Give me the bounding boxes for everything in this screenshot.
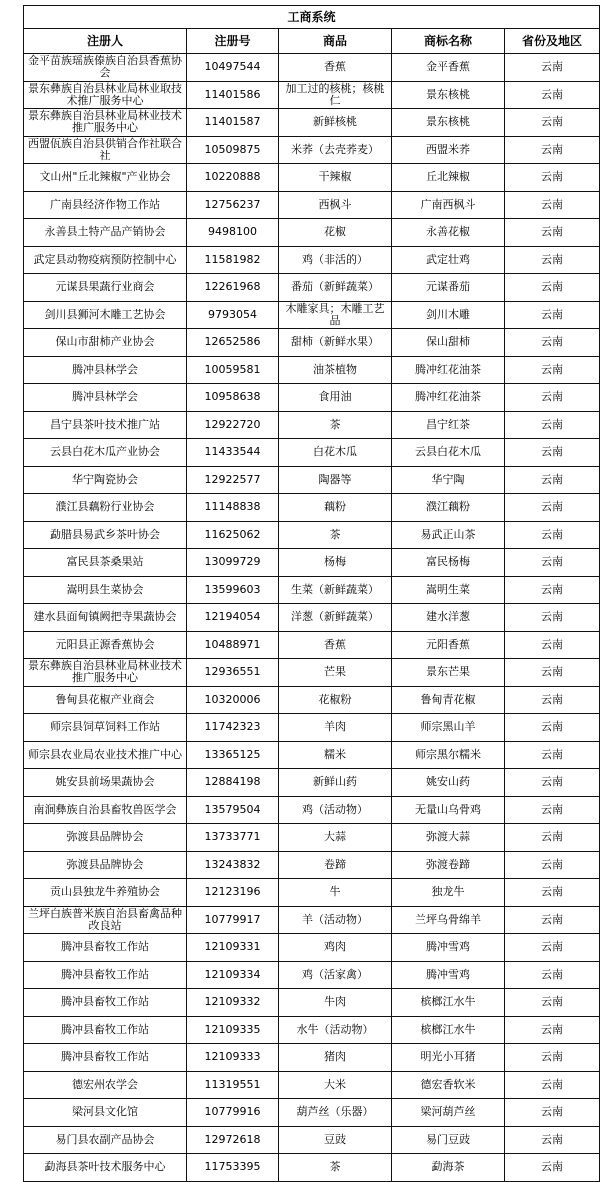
cell-trademark-name: 易门豆豉 (392, 1126, 505, 1154)
cell-reg-number: 10497544 (187, 54, 279, 82)
cell-reg-number: 10488971 (187, 631, 279, 659)
cell-province: 云南 (505, 604, 600, 632)
table-row (24, 329, 600, 357)
cell-trademark-name: 鲁甸青花椒 (392, 686, 505, 714)
cell-registrant: 腾冲县畜牧工作站 (24, 934, 187, 962)
cell-registrant: 景东彝族自治县林业局林业技术推广服务中心 (24, 109, 187, 137)
table-row (24, 714, 600, 742)
cell-goods: 豆豉 (279, 1126, 392, 1154)
cell-reg-number: 11401587 (187, 109, 279, 137)
cell-goods: 甜柿（新鲜水果） (279, 329, 392, 357)
cell-goods: 牛 (279, 879, 392, 907)
cell-registrant: 建水县面甸镇阙把寺果蔬协会 (24, 604, 187, 632)
cell-province: 云南 (505, 274, 600, 302)
cell-registrant: 师宗县农业局农业技术推广中心 (24, 741, 187, 769)
cell-goods: 葫芦丝（乐器） (279, 1099, 392, 1127)
cell-province: 云南 (505, 384, 600, 412)
cell-trademark-name: 德宏香软米 (392, 1071, 505, 1099)
cell-trademark-name: 武定壮鸡 (392, 246, 505, 274)
cell-goods: 米荞（去壳荞麦） (279, 136, 392, 164)
cell-trademark-name: 腾冲红花油茶 (392, 356, 505, 384)
cell-goods: 藕粉 (279, 494, 392, 522)
cell-trademark-name: 西盟米荞 (392, 136, 505, 164)
cell-registrant: 永善县土特产品产销协会 (24, 219, 187, 247)
cell-reg-number: 11148838 (187, 494, 279, 522)
cell-trademark-name: 弥渡大蒜 (392, 824, 505, 852)
cell-reg-number: 12652586 (187, 329, 279, 357)
cell-province: 云南 (505, 631, 600, 659)
cell-reg-number: 13243832 (187, 851, 279, 879)
cell-province: 云南 (505, 301, 600, 329)
cell-trademark-name: 景东核桃 (392, 109, 505, 137)
cell-registrant: 元阳县正源香蕉协会 (24, 631, 187, 659)
cell-trademark-name: 景东核桃 (392, 81, 505, 109)
cell-goods: 番茄（新鲜蔬菜） (279, 274, 392, 302)
cell-reg-number: 11753395 (187, 1154, 279, 1182)
table-row (24, 796, 600, 824)
table-row (24, 989, 600, 1017)
table-row (24, 521, 600, 549)
cell-province: 云南 (505, 1016, 600, 1044)
cell-goods: 羊肉 (279, 714, 392, 742)
cell-goods: 大蒜 (279, 824, 392, 852)
cell-registrant: 梁河县文化馆 (24, 1099, 187, 1127)
cell-registrant: 广南县经济作物工作站 (24, 191, 187, 219)
table-title: 工商系统 (24, 6, 600, 29)
cell-registrant: 文山州"丘北辣椒"产业协会 (24, 164, 187, 192)
table-row (24, 54, 600, 82)
cell-province: 云南 (505, 741, 600, 769)
cell-goods: 水牛（活动物） (279, 1016, 392, 1044)
cell-reg-number: 12922577 (187, 466, 279, 494)
cell-province: 云南 (505, 521, 600, 549)
cell-registrant: 鲁甸县花椒产业商会 (24, 686, 187, 714)
cell-registrant: 勐海县茶叶技术服务中心 (24, 1154, 187, 1182)
table-row (24, 879, 600, 907)
table-row (24, 384, 600, 412)
cell-goods: 茶 (279, 521, 392, 549)
cell-province: 云南 (505, 934, 600, 962)
cell-goods: 卷蹄 (279, 851, 392, 879)
cell-goods: 油茶植物 (279, 356, 392, 384)
cell-reg-number: 12109334 (187, 961, 279, 989)
cell-registrant: 腾冲县林学会 (24, 384, 187, 412)
cell-reg-number: 12936551 (187, 659, 279, 687)
cell-province: 云南 (505, 81, 600, 109)
table-row (24, 191, 600, 219)
cell-trademark-name: 永善花椒 (392, 219, 505, 247)
table-row (24, 1071, 600, 1099)
cell-goods: 茶 (279, 1154, 392, 1182)
cell-province: 云南 (505, 1071, 600, 1099)
table-header-row (24, 29, 600, 54)
cell-registrant: 腾冲县畜牧工作站 (24, 989, 187, 1017)
cell-registrant: 昌宁县茶叶技术推广站 (24, 411, 187, 439)
table-row (24, 1126, 600, 1154)
cell-reg-number: 12109333 (187, 1044, 279, 1072)
cell-trademark-name: 师宗黑尔糯米 (392, 741, 505, 769)
cell-reg-number: 10779916 (187, 1099, 279, 1127)
cell-reg-number: 13365125 (187, 741, 279, 769)
cell-goods: 花椒粉 (279, 686, 392, 714)
table-row (24, 81, 600, 109)
cell-reg-number: 11319551 (187, 1071, 279, 1099)
cell-trademark-name: 槟榔江水牛 (392, 989, 505, 1017)
cell-registrant: 西盟佤族自治县供销合作社联合社 (24, 136, 187, 164)
table-row (24, 356, 600, 384)
table-row (24, 109, 600, 137)
cell-trademark-name: 丘北辣椒 (392, 164, 505, 192)
cell-trademark-name: 濮江藕粉 (392, 494, 505, 522)
cell-trademark-name: 易武正山茶 (392, 521, 505, 549)
cell-goods: 白花木瓜 (279, 439, 392, 467)
cell-registrant: 腾冲县畜牧工作站 (24, 1044, 187, 1072)
cell-trademark-name: 建水洋葱 (392, 604, 505, 632)
table-row (24, 1154, 600, 1182)
cell-trademark-name: 元谋番茄 (392, 274, 505, 302)
cell-registrant: 金平苗族瑶族傣族自治县香蕉协会 (24, 54, 187, 82)
cell-goods: 木雕家具；木雕工艺品 (279, 301, 392, 329)
table-row (24, 934, 600, 962)
cell-registrant: 腾冲县畜牧工作站 (24, 961, 187, 989)
table-row (24, 604, 600, 632)
cell-province: 云南 (505, 356, 600, 384)
cell-province: 云南 (505, 219, 600, 247)
cell-goods: 茶 (279, 411, 392, 439)
cell-reg-number: 12922720 (187, 411, 279, 439)
cell-registrant: 景东彝族自治县林业局林业取技术推广服务中心 (24, 81, 187, 109)
cell-reg-number: 12261968 (187, 274, 279, 302)
cell-province: 云南 (505, 136, 600, 164)
header-province: 省份及地区 (505, 29, 600, 54)
table-row (24, 274, 600, 302)
cell-province: 云南 (505, 851, 600, 879)
table-row (24, 411, 600, 439)
cell-province: 云南 (505, 1099, 600, 1127)
cell-registrant: 云县白花木瓜产业协会 (24, 439, 187, 467)
cell-trademark-name: 广南西枫斗 (392, 191, 505, 219)
table-row (24, 1016, 600, 1044)
cell-province: 云南 (505, 1126, 600, 1154)
cell-trademark-name: 师宗黑山羊 (392, 714, 505, 742)
cell-province: 云南 (505, 494, 600, 522)
cell-goods: 干辣椒 (279, 164, 392, 192)
cell-trademark-name: 景东芒果 (392, 659, 505, 687)
cell-reg-number: 12109332 (187, 989, 279, 1017)
cell-registrant: 剑川县狮河木雕工艺协会 (24, 301, 187, 329)
cell-province: 云南 (505, 824, 600, 852)
cell-trademark-name: 无量山乌骨鸡 (392, 796, 505, 824)
cell-reg-number: 13599603 (187, 576, 279, 604)
cell-province: 云南 (505, 769, 600, 797)
cell-trademark-name: 富民杨梅 (392, 549, 505, 577)
cell-trademark-name: 保山甜柿 (392, 329, 505, 357)
cell-trademark-name: 兰坪乌骨绵羊 (392, 906, 505, 934)
cell-registrant: 德宏州农学会 (24, 1071, 187, 1099)
cell-reg-number: 10958638 (187, 384, 279, 412)
cell-reg-number: 12123196 (187, 879, 279, 907)
cell-province: 云南 (505, 1044, 600, 1072)
cell-registrant: 易门县农副产品协会 (24, 1126, 187, 1154)
cell-goods: 香蕉 (279, 54, 392, 82)
cell-registrant: 腾冲县林学会 (24, 356, 187, 384)
cell-trademark-name: 槟榔江水牛 (392, 1016, 505, 1044)
table-row (24, 219, 600, 247)
cell-trademark-name: 腾冲红花油茶 (392, 384, 505, 412)
table-row (24, 686, 600, 714)
cell-registrant: 濮江县藕粉行业协会 (24, 494, 187, 522)
cell-reg-number: 9793054 (187, 301, 279, 329)
cell-goods: 鸡（活动物） (279, 796, 392, 824)
cell-registrant: 嵩明县生菜协会 (24, 576, 187, 604)
cell-goods: 糯米 (279, 741, 392, 769)
cell-province: 云南 (505, 961, 600, 989)
table-row (24, 659, 600, 687)
cell-trademark-name: 明光小耳猪 (392, 1044, 505, 1072)
cell-province: 云南 (505, 549, 600, 577)
cell-trademark-name: 姚安山药 (392, 769, 505, 797)
cell-goods: 鸡肉 (279, 934, 392, 962)
cell-province: 云南 (505, 411, 600, 439)
table-row (24, 549, 600, 577)
cell-reg-number: 10320006 (187, 686, 279, 714)
cell-goods: 羊（活动物） (279, 906, 392, 934)
cell-goods: 洋葱（新鲜蔬菜） (279, 604, 392, 632)
cell-reg-number: 13099729 (187, 549, 279, 577)
cell-trademark-name: 嵩明生菜 (392, 576, 505, 604)
cell-province: 云南 (505, 796, 600, 824)
cell-reg-number: 10059581 (187, 356, 279, 384)
table-row (24, 494, 600, 522)
cell-reg-number: 10779917 (187, 906, 279, 934)
cell-registrant: 富民县茶桑果站 (24, 549, 187, 577)
cell-goods: 大米 (279, 1071, 392, 1099)
cell-reg-number: 12756237 (187, 191, 279, 219)
cell-reg-number: 10220888 (187, 164, 279, 192)
cell-goods: 生菜（新鲜蔬菜） (279, 576, 392, 604)
cell-reg-number: 12884198 (187, 769, 279, 797)
cell-reg-number: 13579504 (187, 796, 279, 824)
cell-reg-number: 11625062 (187, 521, 279, 549)
table-body (24, 54, 600, 1182)
cell-reg-number: 11581982 (187, 246, 279, 274)
table-row (24, 301, 600, 329)
cell-province: 云南 (505, 191, 600, 219)
cell-reg-number: 12109335 (187, 1016, 279, 1044)
table-title-row (24, 6, 600, 29)
cell-registrant: 保山市甜柿产业协会 (24, 329, 187, 357)
table-row (24, 439, 600, 467)
cell-registrant: 景东彝族自治县林业局林业技术推广服务中心 (24, 659, 187, 687)
cell-reg-number: 12194054 (187, 604, 279, 632)
cell-trademark-name: 华宁陶 (392, 466, 505, 494)
cell-trademark-name: 剑川木雕 (392, 301, 505, 329)
table-row (24, 1044, 600, 1072)
cell-registrant: 贡山县独龙牛养殖协会 (24, 879, 187, 907)
cell-trademark-name: 弥渡卷蹄 (392, 851, 505, 879)
cell-province: 云南 (505, 439, 600, 467)
trademark-table (23, 5, 600, 1182)
cell-goods: 鸡（非活的） (279, 246, 392, 274)
cell-goods: 鸡（活家禽） (279, 961, 392, 989)
cell-trademark-name: 云县白花木瓜 (392, 439, 505, 467)
table-row (24, 824, 600, 852)
cell-goods: 花椒 (279, 219, 392, 247)
cell-goods: 新鲜核桃 (279, 109, 392, 137)
cell-trademark-name: 腾冲雪鸡 (392, 934, 505, 962)
cell-province: 云南 (505, 714, 600, 742)
cell-province: 云南 (505, 246, 600, 274)
table-row (24, 1099, 600, 1127)
cell-registrant: 勐腊县易武乡茶叶协会 (24, 521, 187, 549)
cell-goods: 杨梅 (279, 549, 392, 577)
table-row (24, 851, 600, 879)
cell-province: 云南 (505, 686, 600, 714)
cell-goods: 西枫斗 (279, 191, 392, 219)
cell-trademark-name: 元阳香蕉 (392, 631, 505, 659)
cell-reg-number: 13733771 (187, 824, 279, 852)
cell-province: 云南 (505, 989, 600, 1017)
cell-trademark-name: 昌宁红茶 (392, 411, 505, 439)
cell-reg-number: 12109331 (187, 934, 279, 962)
cell-registrant: 华宁陶瓷协会 (24, 466, 187, 494)
cell-reg-number: 12972618 (187, 1126, 279, 1154)
cell-registrant: 师宗县饲草饲料工作站 (24, 714, 187, 742)
table-row (24, 466, 600, 494)
cell-trademark-name: 梁河葫芦丝 (392, 1099, 505, 1127)
table-row (24, 769, 600, 797)
table-row (24, 246, 600, 274)
table-row (24, 961, 600, 989)
cell-goods: 新鲜山药 (279, 769, 392, 797)
cell-province: 云南 (505, 1154, 600, 1182)
cell-goods: 陶器等 (279, 466, 392, 494)
cell-province: 云南 (505, 659, 600, 687)
cell-province: 云南 (505, 576, 600, 604)
cell-province: 云南 (505, 109, 600, 137)
cell-registrant: 弥渡县品牌协会 (24, 851, 187, 879)
cell-reg-number: 10509875 (187, 136, 279, 164)
cell-trademark-name: 金平香蕉 (392, 54, 505, 82)
cell-goods: 牛肉 (279, 989, 392, 1017)
table-row (24, 164, 600, 192)
cell-province: 云南 (505, 466, 600, 494)
cell-registrant: 元谋县果蔬行业商会 (24, 274, 187, 302)
cell-goods: 加工过的核桃；核桃仁 (279, 81, 392, 109)
cell-province: 云南 (505, 164, 600, 192)
cell-province: 云南 (505, 879, 600, 907)
cell-reg-number: 11401586 (187, 81, 279, 109)
cell-trademark-name: 勐海茶 (392, 1154, 505, 1182)
header-goods: 商品 (279, 29, 392, 54)
cell-registrant: 弥渡县品牌协会 (24, 824, 187, 852)
cell-trademark-name: 独龙牛 (392, 879, 505, 907)
cell-registrant: 姚安县前场果蔬协会 (24, 769, 187, 797)
cell-registrant: 南涧彝族自治县畜牧兽医学会 (24, 796, 187, 824)
cell-goods: 食用油 (279, 384, 392, 412)
table-row (24, 906, 600, 934)
table-row (24, 136, 600, 164)
cell-registrant: 腾冲县畜牧工作站 (24, 1016, 187, 1044)
cell-reg-number: 11433544 (187, 439, 279, 467)
cell-province: 云南 (505, 329, 600, 357)
header-trademark-name: 商标名称 (392, 29, 505, 54)
table-row (24, 576, 600, 604)
cell-province: 云南 (505, 906, 600, 934)
cell-registrant: 武定县动物疫病预防控制中心 (24, 246, 187, 274)
cell-reg-number: 9498100 (187, 219, 279, 247)
table-row (24, 631, 600, 659)
cell-goods: 猪肉 (279, 1044, 392, 1072)
cell-goods: 香蕉 (279, 631, 392, 659)
cell-goods: 芒果 (279, 659, 392, 687)
cell-trademark-name: 腾冲雪鸡 (392, 961, 505, 989)
cell-reg-number: 11742323 (187, 714, 279, 742)
cell-province: 云南 (505, 54, 600, 82)
cell-registrant: 兰坪白族普米族自治县畜禽品种改良站 (24, 906, 187, 934)
header-registrant: 注册人 (24, 29, 187, 54)
header-reg-number: 注册号 (187, 29, 279, 54)
table-row (24, 741, 600, 769)
